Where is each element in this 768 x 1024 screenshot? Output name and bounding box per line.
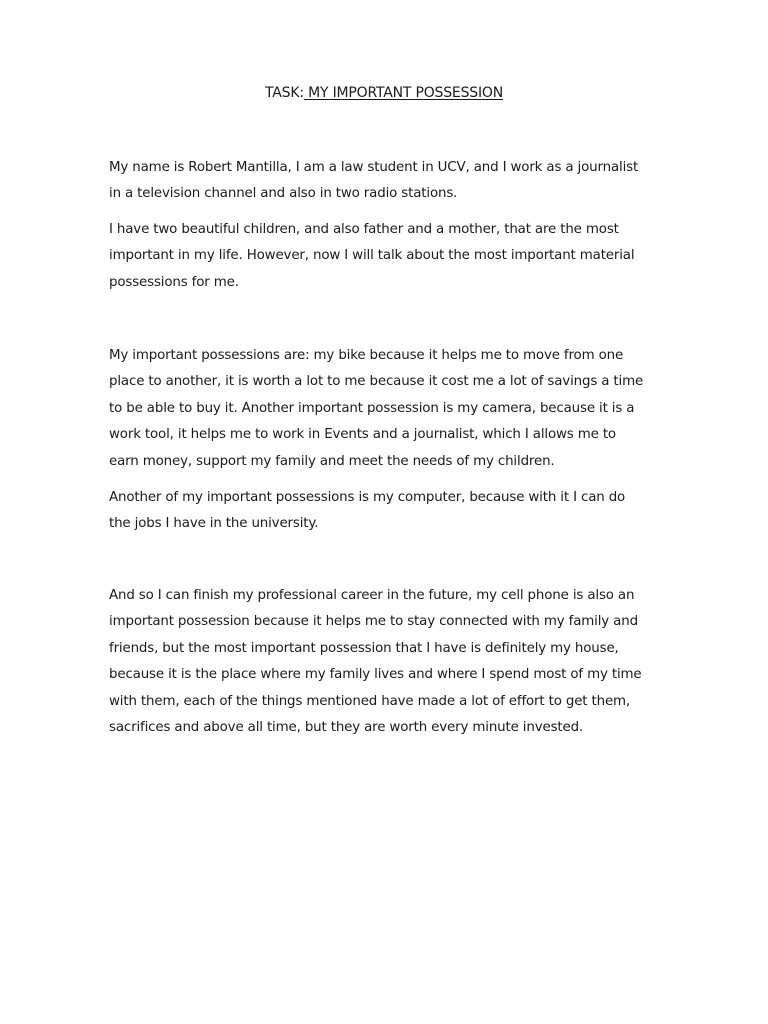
document-title [0, 85, 768, 101]
paragraph-line: in a television channel and also in two radio stations. [109, 186, 458, 202]
paragraph-line: My important possessions are: my bike because it helps me to move from one [109, 348, 624, 363]
paragraph-bike-camera [109, 343, 661, 475]
paragraph-line: possessions for me. [109, 274, 239, 290]
paragraph-line: important in my life. However, now I will talk about the most important material [109, 248, 635, 264]
paragraph-phone-house [109, 583, 661, 741]
paragraph-computer [109, 485, 661, 538]
paragraph-line: important possession because it helps me to stay connected with my family and [109, 614, 638, 630]
title-prefix: TASK: [265, 85, 304, 101]
paragraph-line: friends, but the most important possession that I have is definitely my house, [109, 640, 619, 656]
paragraph-line: And so I can finish my professional career in the future, my cell phone is also an [109, 588, 635, 603]
paragraph-family [109, 217, 661, 296]
paragraph-line: to be able to buy it. Another important possession is my camera, because it is a [109, 400, 635, 416]
paragraph-line: I have two beautiful children, and also father and a mother, that are the most [109, 222, 619, 237]
paragraph-line: with them, each of the things mentioned have made a lot of effort to get them, [109, 693, 631, 709]
paragraph-line: because it is the place where my family lives and where I spend most of my time [109, 667, 642, 683]
paragraph-line: sacrifices and above all time, but they are worth every minute invested. [109, 720, 584, 736]
paragraph-line: work tool, it helps me to work in Events and a journalist, which I allows me to [109, 427, 616, 443]
paragraph-line: the jobs I have in the university. [109, 516, 319, 532]
paragraph-line: earn money, support my family and meet the needs of my children. [109, 453, 555, 469]
paragraph-introduction [109, 155, 661, 208]
paragraph-line: My name is Robert Mantilla, I am a law student in UCV, and I work as a journalist [109, 160, 639, 175]
paragraph-line: Another of my important possessions is my computer, because with it I can do [109, 490, 626, 505]
title-main: MY IMPORTANT POSSESSION [303, 85, 503, 101]
paragraph-line: place to another, it is worth a lot to me because it cost me a lot of savings a time [109, 374, 644, 390]
